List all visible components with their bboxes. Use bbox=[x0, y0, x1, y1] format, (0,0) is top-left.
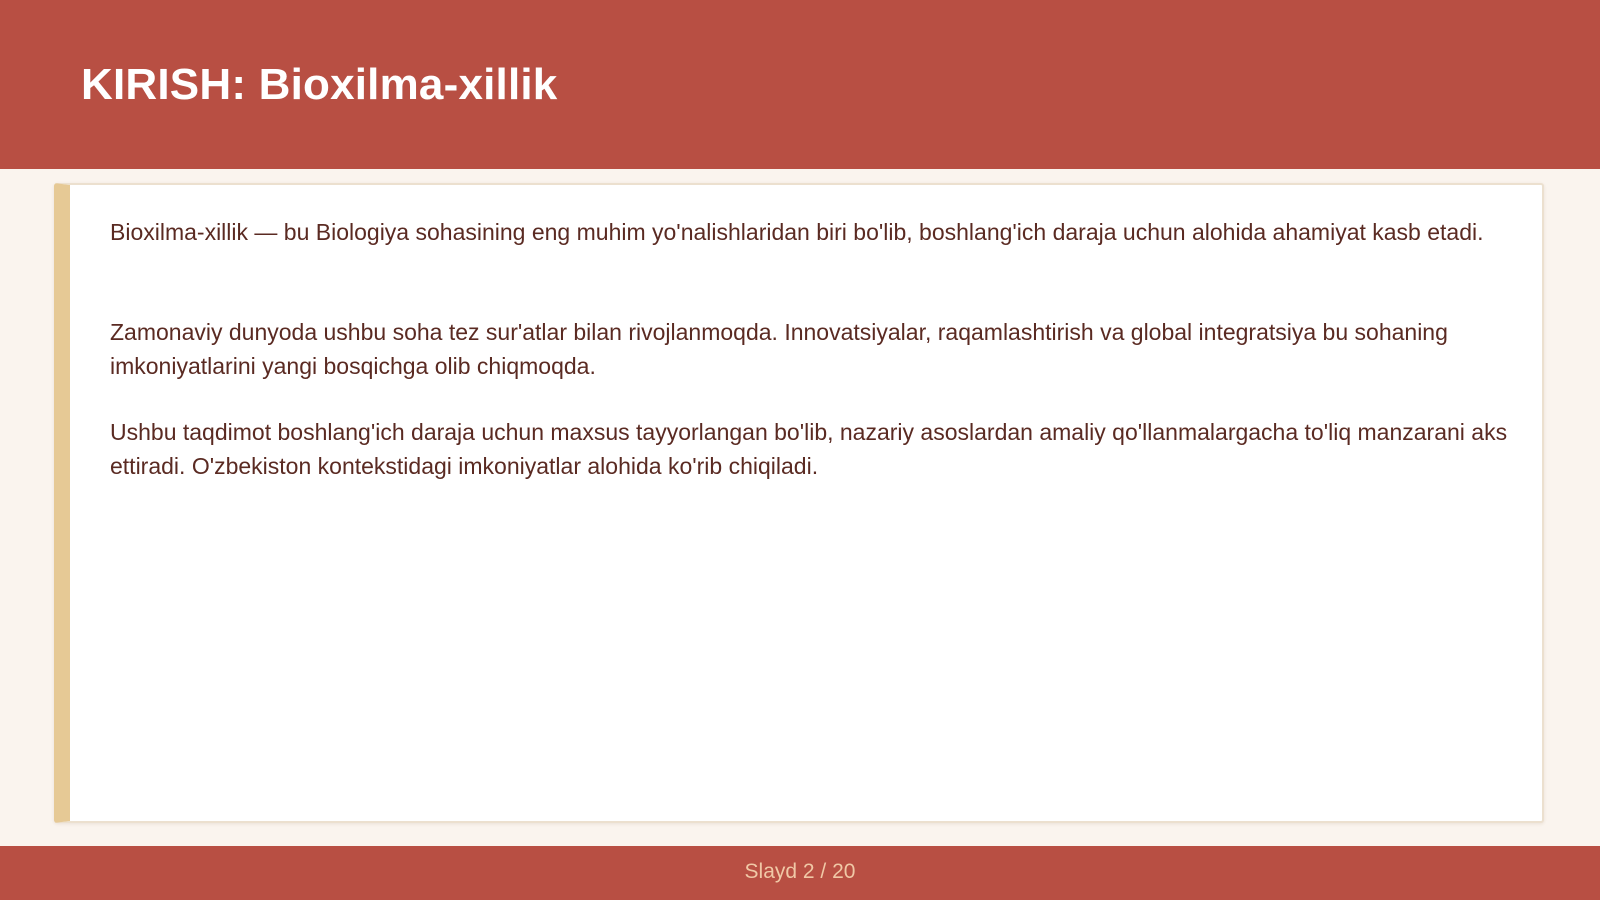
paragraph-presentation-scope: Ushbu taqdimot boshlang'ich daraja uchun maxsus tayyorlangan bo'lib, nazariy asoslardan amaliy qo'llanmalargacha to'liq manzarani aks ettiradi. O'zbekiston kontekstidagi imkoniyatlar alohida ko'rib chiqiladi. bbox=[110, 419, 1508, 479]
content-card bbox=[54, 183, 1544, 823]
paragraph-modern-world: Zamonaviy dunyoda ushbu soha tez sur'atlar bilan rivojlanmoqda. Innovatsiyalar, raqamlashtirish va global integratsiya bu sohaning imkoniyatlarini yangi bosqichga olib chiqmoqda. bbox=[110, 319, 1448, 379]
slide-counter: Slayd 2 / 20 bbox=[744, 860, 856, 883]
footer-bar bbox=[0, 846, 1600, 900]
paragraph-intro: Bioxilma-xillik — bu Biologiya sohasining eng muhim yo'nalishlaridan biri bo'lib, boshlang'ich daraja uchun alohida ahamiyat kasb etadi. bbox=[110, 219, 1484, 245]
header-bar bbox=[0, 0, 1600, 169]
slide-title: KIRISH: Bioxilma-xillik bbox=[81, 60, 558, 109]
